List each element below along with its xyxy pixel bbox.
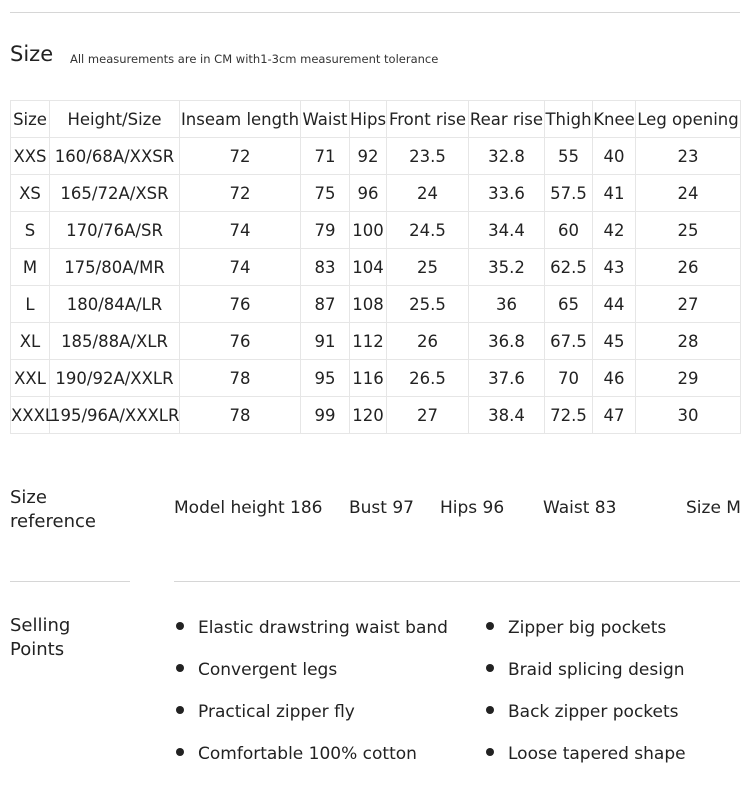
bullet-dot-icon: [486, 664, 494, 672]
table-cell: 47: [593, 397, 636, 434]
bullet-dot-icon: [486, 706, 494, 714]
table-row: [11, 138, 741, 175]
table-cell: 44: [593, 286, 636, 323]
selling-point-text: Zipper big pockets: [508, 618, 667, 638]
selling-point-text: Loose tapered shape: [508, 744, 686, 764]
table-cell: 23.5: [387, 138, 469, 175]
table-row: [11, 360, 741, 397]
size-reference-heading: [10, 486, 96, 534]
size-label-cell: L: [11, 286, 50, 323]
table-body: [11, 138, 741, 434]
column-header: Leg opening: [636, 101, 741, 138]
size-label-cell: XS: [11, 175, 50, 212]
waist-value: Waist 83: [543, 498, 617, 518]
table-cell: 96: [350, 175, 387, 212]
table-cell: 185/88A/XLR: [50, 323, 180, 360]
table-cell: 55: [545, 138, 593, 175]
table-cell: 27: [387, 397, 469, 434]
measurement-note: All measurements are in CM with1-3cm measurement tolerance: [70, 52, 439, 66]
size-chart-table: [10, 100, 741, 434]
size-label-cell: M: [11, 249, 50, 286]
table-cell: 42: [593, 212, 636, 249]
selling-points-heading-line: Points: [10, 639, 65, 660]
table-cell: 120: [350, 397, 387, 434]
table-row: [11, 397, 741, 434]
selling-point-item: [486, 702, 679, 722]
bullet-dot-icon: [176, 664, 184, 672]
table-cell: 24.5: [387, 212, 469, 249]
table-cell: 180/84A/LR: [50, 286, 180, 323]
bullet-dot-icon: [176, 622, 184, 630]
table-cell: 24: [387, 175, 469, 212]
table-cell: 33.6: [469, 175, 545, 212]
table-cell: 34.4: [469, 212, 545, 249]
selling-points-heading-line: Selling: [10, 615, 71, 636]
model-size-value: Size M: [686, 498, 741, 518]
selling-point-item: [176, 744, 417, 764]
selling-point-text: Elastic drawstring waist band: [198, 618, 448, 638]
size-label-cell: XXS: [11, 138, 50, 175]
table-row: [11, 286, 741, 323]
column-header: Waist: [301, 101, 350, 138]
selling-point-text: Convergent legs: [198, 660, 338, 680]
bust-value: Bust 97: [349, 498, 414, 518]
selling-point-item: [176, 702, 355, 722]
table-row: [11, 175, 741, 212]
table-cell: 32.8: [469, 138, 545, 175]
top-divider: [10, 12, 740, 13]
column-header: Knee: [593, 101, 636, 138]
selling-point-item: [486, 744, 686, 764]
column-header: Rear rise: [469, 101, 545, 138]
table-cell: 112: [350, 323, 387, 360]
table-cell: 83: [301, 249, 350, 286]
table-cell: 62.5: [545, 249, 593, 286]
size-label-cell: S: [11, 212, 50, 249]
table-cell: 72: [180, 175, 301, 212]
table-cell: 46: [593, 360, 636, 397]
selling-points-heading: [10, 614, 70, 662]
table-cell: 43: [593, 249, 636, 286]
table-cell: 26: [636, 249, 741, 286]
selling-point-item: [176, 618, 448, 638]
size-label-cell: XL: [11, 323, 50, 360]
table-cell: 24: [636, 175, 741, 212]
table-cell: 175/80A/MR: [50, 249, 180, 286]
table-cell: 23: [636, 138, 741, 175]
table-cell: 92: [350, 138, 387, 175]
table-cell: 75: [301, 175, 350, 212]
table-cell: 79: [301, 212, 350, 249]
table-cell: 27: [636, 286, 741, 323]
table-cell: 76: [180, 286, 301, 323]
selling-point-item: [486, 660, 685, 680]
selling-point-item: [486, 618, 666, 638]
size-section-title: Size: [10, 42, 54, 66]
table-cell: 67.5: [545, 323, 593, 360]
section-divider-left: [10, 581, 130, 582]
table-cell: 74: [180, 212, 301, 249]
column-header: Height/Size: [50, 101, 180, 138]
table-cell: 195/96A/XXXLR: [50, 397, 180, 434]
table-cell: 38.4: [469, 397, 545, 434]
table-cell: 57.5: [545, 175, 593, 212]
table-cell: 100: [350, 212, 387, 249]
table-cell: 36: [469, 286, 545, 323]
table-cell: 40: [593, 138, 636, 175]
table-cell: 35.2: [469, 249, 545, 286]
table-cell: 170/76A/SR: [50, 212, 180, 249]
hips-value: Hips 96: [440, 498, 505, 518]
table-cell: 25: [636, 212, 741, 249]
column-header: Front rise: [387, 101, 469, 138]
table-cell: 29: [636, 360, 741, 397]
table-cell: 91: [301, 323, 350, 360]
column-header: Size: [11, 101, 50, 138]
table-cell: 65: [545, 286, 593, 323]
table-cell: 99: [301, 397, 350, 434]
bullet-dot-icon: [176, 748, 184, 756]
table-cell: 30: [636, 397, 741, 434]
table-cell: 76: [180, 323, 301, 360]
model-height-value: Model height 186: [174, 498, 323, 518]
table-cell: 72.5: [545, 397, 593, 434]
table-cell: 116: [350, 360, 387, 397]
table-cell: 26.5: [387, 360, 469, 397]
selling-point-text: Back zipper pockets: [508, 702, 679, 722]
table-cell: 165/72A/XSR: [50, 175, 180, 212]
selling-point-item: [176, 660, 337, 680]
selling-point-text: Comfortable 100% cotton: [198, 744, 417, 764]
table-cell: 41: [593, 175, 636, 212]
table-cell: 37.6: [469, 360, 545, 397]
bullet-dot-icon: [486, 748, 494, 756]
selling-point-text: Braid splicing design: [508, 660, 685, 680]
table-cell: 87: [301, 286, 350, 323]
table-cell: 95: [301, 360, 350, 397]
selling-point-text: Practical zipper fly: [198, 702, 355, 722]
table-cell: 28: [636, 323, 741, 360]
table-cell: 78: [180, 360, 301, 397]
table-row: [11, 323, 741, 360]
size-reference-heading-line: reference: [10, 511, 96, 532]
table-row: [11, 249, 741, 286]
table-cell: 160/68A/XXSR: [50, 138, 180, 175]
table-cell: 190/92A/XXLR: [50, 360, 180, 397]
table-cell: 71: [301, 138, 350, 175]
table-cell: 25: [387, 249, 469, 286]
table-cell: 104: [350, 249, 387, 286]
bullet-dot-icon: [486, 622, 494, 630]
bullet-dot-icon: [176, 706, 184, 714]
column-header: Thigh: [545, 101, 593, 138]
size-label-cell: XXL: [11, 360, 50, 397]
table-cell: 70: [545, 360, 593, 397]
table-cell: 25.5: [387, 286, 469, 323]
column-header: Inseam length: [180, 101, 301, 138]
table-cell: 60: [545, 212, 593, 249]
size-label-cell: XXXL: [11, 397, 50, 434]
size-reference-heading-line: Size: [10, 487, 47, 508]
column-header: Hips: [350, 101, 387, 138]
table-header-row: [11, 101, 741, 138]
table-cell: 72: [180, 138, 301, 175]
table-cell: 26: [387, 323, 469, 360]
section-divider-right: [174, 581, 740, 582]
table-cell: 45: [593, 323, 636, 360]
table-cell: 74: [180, 249, 301, 286]
table-row: [11, 212, 741, 249]
table-cell: 36.8: [469, 323, 545, 360]
table-cell: 108: [350, 286, 387, 323]
table-cell: 78: [180, 397, 301, 434]
